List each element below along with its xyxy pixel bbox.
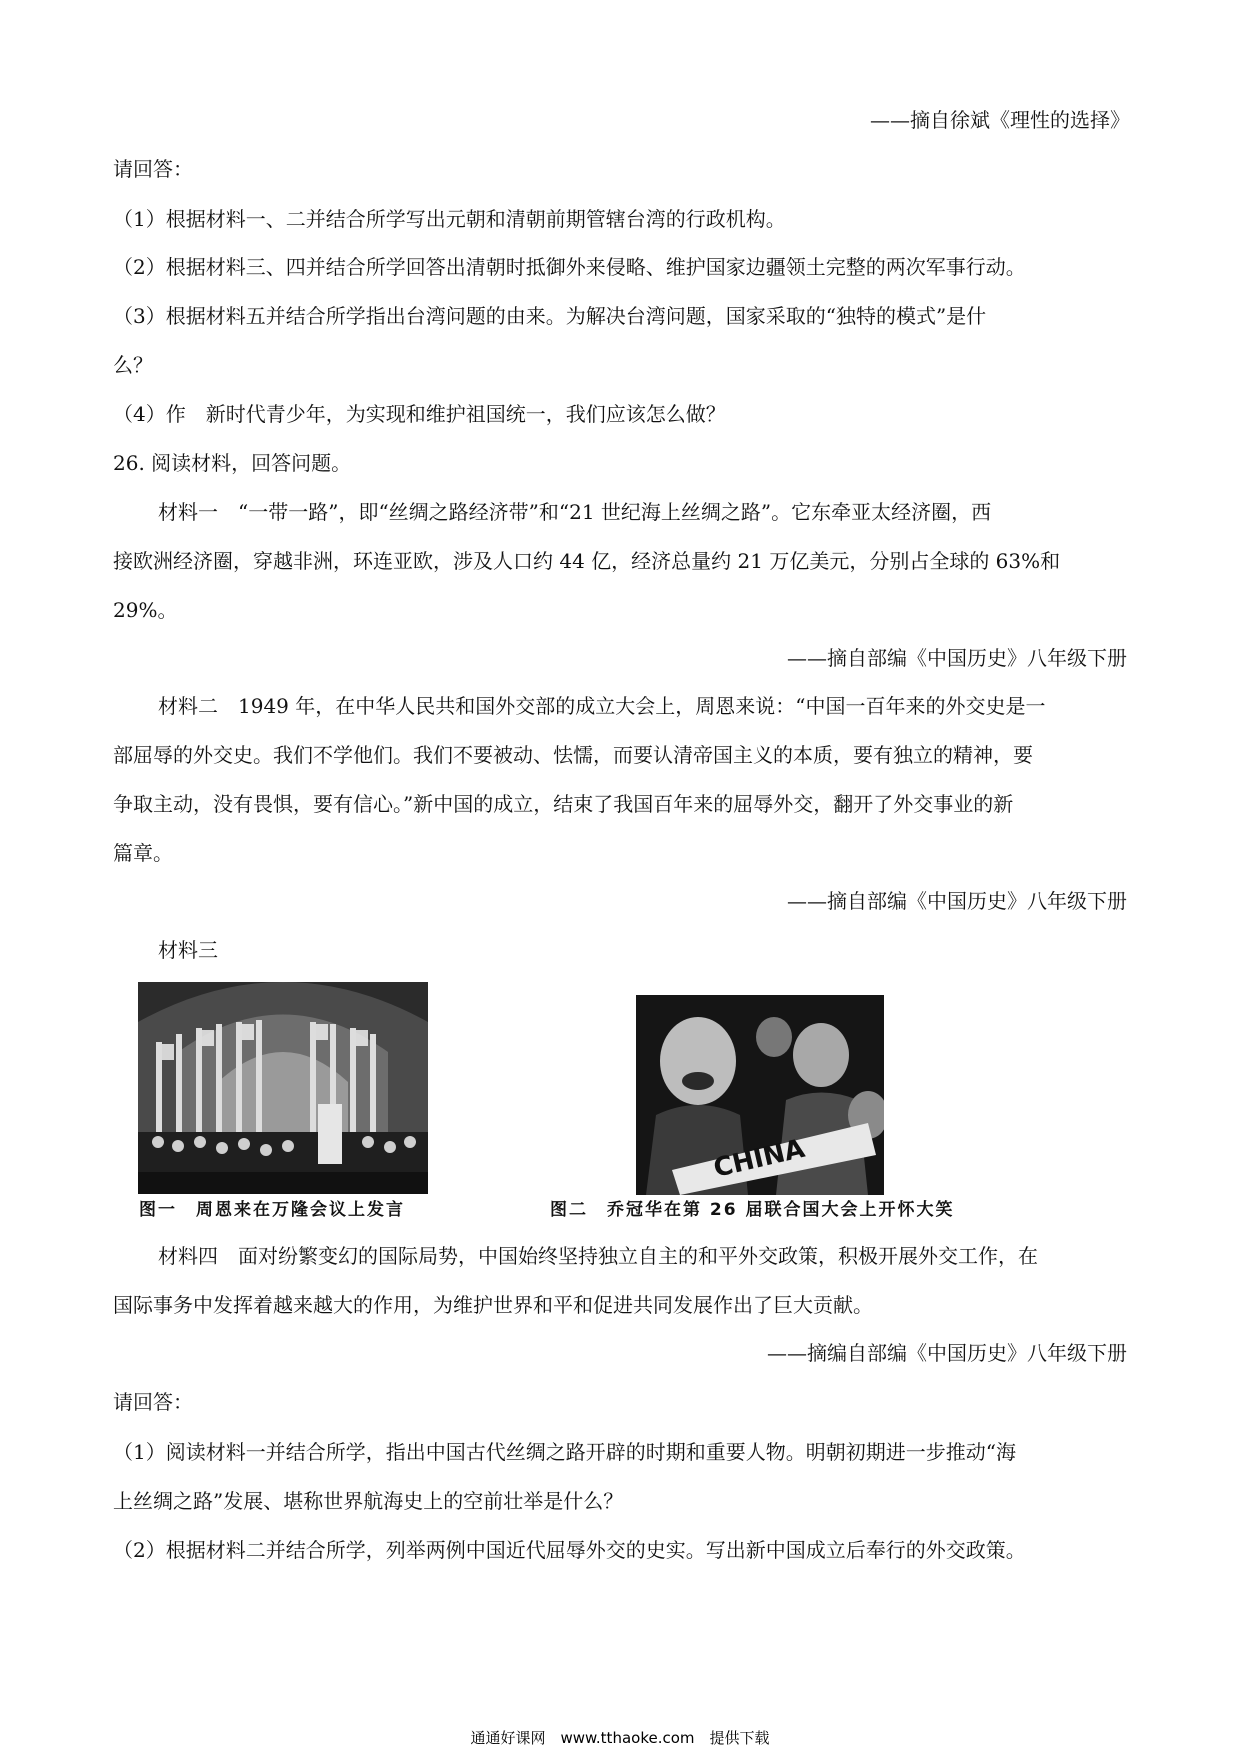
figure-1-caption: 图一 周恩来在万隆会议上发言 (139, 1200, 405, 1220)
question-3: （3）根据材料五并结合所学指出台湾问题的由来。为解决台湾问题，国家采取的“独特的模式”是什 (113, 304, 987, 328)
material-1-source: ——摘自部编《中国历史》八年级下册 (787, 646, 1127, 670)
question-4: （4）作 新时代青少年，为实现和维护祖国统一，我们应该怎么做？ (113, 402, 726, 426)
answer-prompt: 请回答： (113, 157, 193, 181)
material-2-line: 部屈辱的外交史。我们不学他们。我们不要被动、怯懦，而要认清帝国主义的本质，要有独立的精神，要 (113, 743, 1033, 767)
china-sign: CHINA (710, 1133, 808, 1184)
question-3-cont: 么？ (113, 353, 153, 377)
material-1-line: 材料一 “一带一路”，即“丝绸之路经济带”和“21 世纪海上丝绸之路”。它东牵亚太经济圈，西 (158, 500, 992, 524)
material-2-line: 篇章。 (113, 841, 173, 865)
material-3-label: 材料三 (158, 938, 218, 962)
material-4-line: 材料四 面对纷繁变幻的国际局势，中国始终坚持独立自主的和平外交政策，积极开展外交工作，在 (158, 1244, 1038, 1268)
question-2: （2）根据材料三、四并结合所学回答出清朝时抵御外来侵略、维护国家边疆领土完整的两次军事行动。 (113, 255, 1026, 279)
page-footer: 通通好课网 www.tthaoke.com 提供下载 (470, 1729, 770, 1747)
material-2-line: 争取主动，没有畏惧，要有信心。”新中国的成立，结束了我国百年来的屈辱外交，翻开了外交事业的新 (113, 792, 1014, 816)
material-1-line: 接欧洲经济圈，穿越非洲，环连亚欧，涉及人口约 44 亿，经济总量约 21 万亿美元，分别占全球的 63%和 (113, 549, 1061, 573)
question-26-heading: 26. 阅读材料，回答问题。 (113, 451, 352, 475)
question-1: （1）阅读材料一并结合所学，指出中国古代丝绸之路开辟的时期和重要人物。明朝初期进一步推动“海 (113, 1440, 1016, 1464)
question-2: （2）根据材料二并结合所学，列举两例中国近代屈辱外交的史实。写出新中国成立后奉行的外交政策。 (113, 1538, 1026, 1562)
un-assembly-photo (636, 995, 884, 1195)
material-2-source: ——摘自部编《中国历史》八年级下册 (787, 889, 1127, 913)
material-4-source: ——摘编自部编《中国历史》八年级下册 (767, 1341, 1127, 1365)
bandung-conference-photo (138, 982, 428, 1194)
question-1-cont: 上丝绸之路”发展、堪称世界航海史上的空前壮举是什么？ (113, 1489, 624, 1513)
question-1: （1）根据材料一、二并结合所学写出元朝和清朝前期管辖台湾的行政机构。 (113, 207, 786, 231)
material-1-line: 29%。 (113, 598, 178, 622)
material-2-line: 材料二 1949 年，在中华人民共和国外交部的成立大会上，周恩来说：“中国一百年来的外交史是一 (158, 694, 1046, 718)
material-4-line: 国际事务中发挥着越来越大的作用，为维护世界和平和促进共同发展作出了巨大贡献。 (113, 1293, 873, 1317)
source-citation: ——摘自徐斌《理性的选择》 (870, 108, 1130, 132)
figure-2-caption: 图二 乔冠华在第 26 届联合国大会上开怀大笑 (550, 1200, 955, 1220)
answer-prompt: 请回答： (113, 1390, 193, 1414)
